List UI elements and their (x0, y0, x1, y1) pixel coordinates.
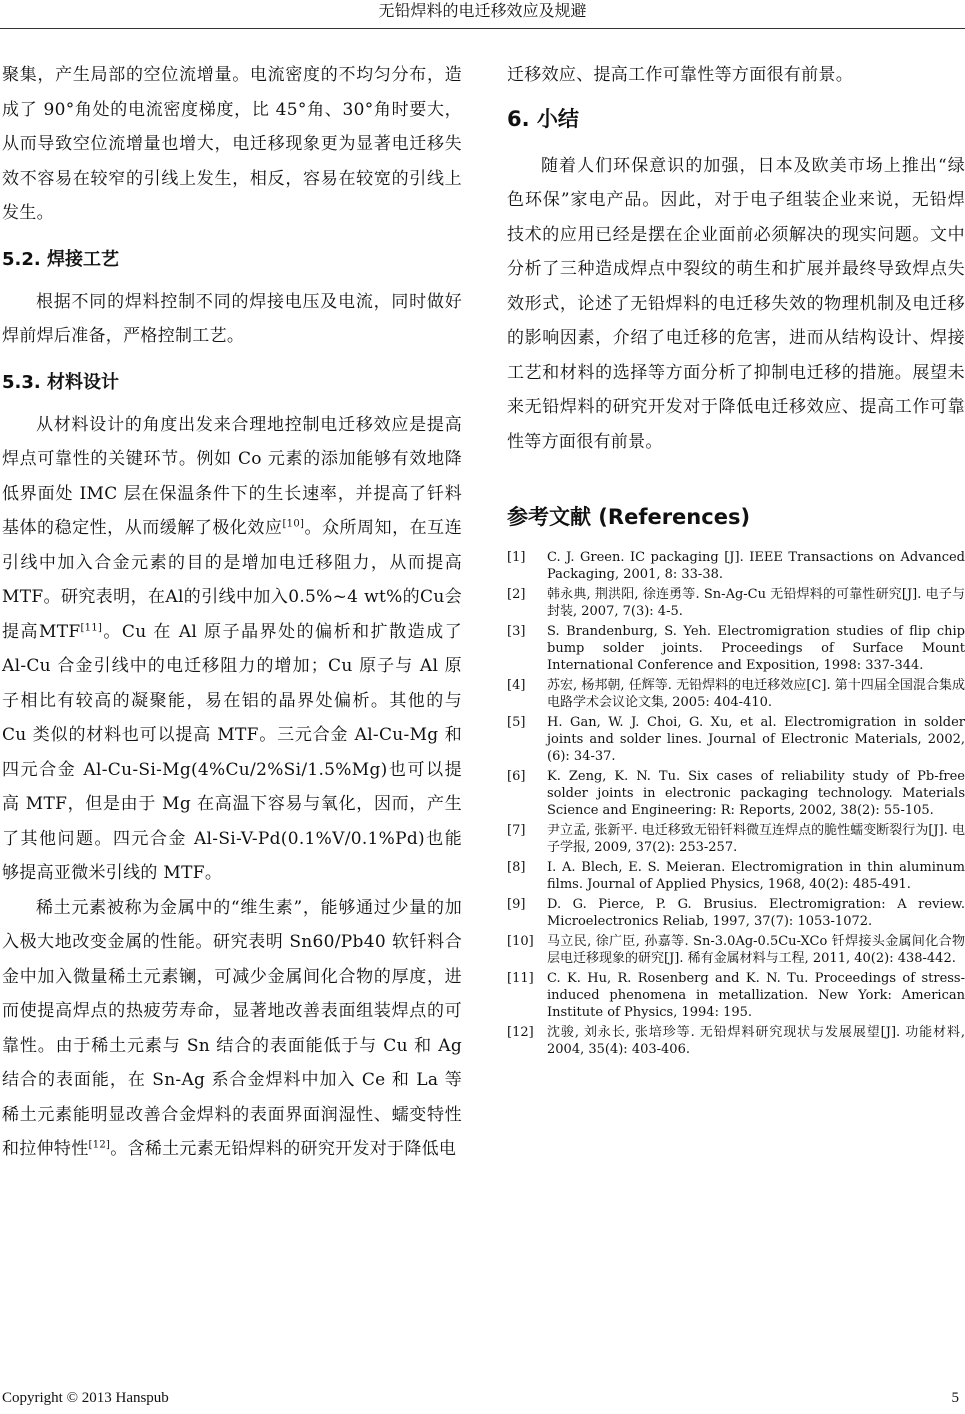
citation-ref-11[interactable]: [11] (80, 621, 103, 633)
paragraph-rare-earth (2, 891, 462, 1167)
section-heading-5-3: 5.3. 材料设计 (2, 371, 119, 393)
reference-text: C. K. Hu, R. Rosenberg and K. N. Tu. Proceedings of stress-induced phenomena in metallization. New York: American Institute of Physics, 1994: 195. (547, 971, 965, 1020)
reference-number: [12] (507, 1025, 534, 1040)
reference-item (507, 896, 965, 930)
reference-item (507, 859, 965, 893)
citation-ref-10[interactable]: [10] (282, 518, 305, 530)
section-heading-5-2: 5.2. 焊接工艺 (2, 248, 119, 270)
reference-text: 沈骏, 刘永长, 张培珍等. 无铅焊料研究现状与发展展望[J]. 功能材料, 2004, 35(4): 403-406. (547, 1025, 965, 1057)
reference-text: 苏宏, 杨邦朝, 任辉等. 无铅焊料的电迁移效应[C]. 第十四届全国混合集成电路学术会议论文集, 2005: 404-410. (547, 678, 965, 710)
reference-item (507, 714, 965, 765)
reference-text: 尹立孟, 张新平. 电迁移致无铅钎料微互连焊点的脆性蠕变断裂行为[J]. 电子学报, 2009, 37(2): 253-257. (547, 823, 965, 855)
reference-item (507, 549, 965, 583)
running-header (0, 0, 965, 30)
left-column (2, 58, 462, 1167)
page-number: 5 (951, 1390, 959, 1406)
reference-item (507, 822, 965, 856)
paragraph-continuation: 迁移效应、提高工作可靠性等方面很有前景。 (507, 65, 853, 85)
copyright-notice: Copyright © 2013 Hanspub (2, 1390, 169, 1406)
reference-number: [6] (507, 769, 526, 784)
paragraph-material-design (2, 408, 462, 891)
reference-text: D. G. Pierce, P. G. Brusius. Electromigration: A review. Microelectronics Reliab, 1997, 37(7): 1053-1072. (547, 897, 965, 929)
reference-number: [10] (507, 934, 534, 949)
reference-text: K. Zeng, K. N. Tu. Six cases of reliability study of Pb-free solder joints in electronic packaging technology. Materials Science and Engineering: R: Reports, 2002, 38(2): 55-105. (547, 769, 965, 818)
paragraph-welding-process: 根据不同的焊料控制不同的焊接电压及电流，同时做好焊前焊后准备，严格控制工艺。 (2, 291, 462, 346)
paragraph-summary: 随着人们环保意识的加强，日本及欧美市场上推出“绿色环保”家电产品。因此，对于电子组装企业来说，无铅焊技术的应用已经是摆在企业面前必须解决的现实问题。文中分析了三种造成焊点中裂纹的萌生和扩展并最终导致焊点失效形式，论述了无铅焊料的电迁移失效的物理机制及电迁移的影响因素，介绍了电迁移的危害，进而从结构设计、焊接工艺和材料的选择等方面分析了抑制电迁移的措施。展望未来无铅焊料的研究开发对于降低电迁移效应、提高工作可靠性等方面很有前景。 (507, 155, 965, 452)
text-run: 从材料设计的角度出发来合理地控制电迁移效应是提高焊点可靠性的关键环节。例如 Co 元素的添加能够有效地降低界面处 IMC 层在保温条件下的生长速率，并提高了钎料基体的稳定性，从而缓解了极化效应 (2, 414, 462, 538)
reference-number: [7] (507, 823, 526, 838)
reference-text: I. A. Blech, E. S. Meieran. Electromigration in thin aluminum films. Journal of Applied Physics, 1968, 40(2): 485-491. (547, 860, 965, 892)
reference-number: [4] (507, 678, 526, 693)
reference-text: S. Brandenburg, S. Yeh. Electromigration studies of flip chip bump solder joints. Proceedings of Surface Mount International Conference and Exposition, 1998: 337-344. (547, 624, 965, 673)
text-run: 稀土元素被称为金属中的“维生素”，能够通过少量的加入极大地改变金属的性能。研究表明 Sn60/Pb40 软钎料合金中加入微量稀土元素镧，可减少金属间化合物的厚度，进而使提高焊点的热疲劳寿命，显著地改善表面组装焊点的可靠性。由于稀土元素与 Sn 结合的表面能低于与 Cu 和 Ag 结合的表面能，在 Sn-Ag 系合金焊料中加入 Ce 和 La 等稀土元素能明显改善合金焊料的表面界面润湿性、蠕变特性和拉伸特性 (2, 897, 462, 1159)
reference-number: [5] (507, 715, 526, 730)
reference-item (507, 970, 965, 1021)
text-run: 。Cu 在 Al 原子晶界处的偏析和扩散造成了 Al-Cu 合金引线中的电迁移阻力的增加；Cu 原子与 Al 原子相比有较高的凝聚能，易在铝的晶界处偏析。其他的与 Cu 类似的材料也可以提高 MTF。三元合金 Al-Cu-Mg 和四元合金 Al-Cu-Si-Mg(4%Cu/2%Si/1.5%Mg)也可以提高 MTF，但是由于 Mg 在高温下容易与氧化，因而，产生了其他问题。四元合金 Al-Si-V-Pd(0.1%V/0.1%Pd)也能够提高亚微米引线的 MTF。 (2, 621, 462, 883)
references-list (507, 549, 965, 1058)
reference-item (507, 933, 965, 967)
section-heading-6-summary: 6. 小结 (507, 106, 579, 131)
reference-item (507, 1024, 965, 1058)
reference-number: [8] (507, 860, 526, 875)
text-run: 。含稀土元素无铅焊料的研究开发对于降低电 (110, 1139, 457, 1159)
reference-number: [3] (507, 624, 526, 639)
citation-ref-12[interactable]: [12] (88, 1139, 111, 1151)
reference-text: 马立民, 徐广臣, 孙嘉等. Sn-3.0Ag-0.5Cu-XCo 钎焊接头金属间化合物层电迁移现象的研究[J]. 稀有金属材料与工程, 2011, 40(2): 438-442. (547, 934, 965, 966)
reference-text: C. J. Green. IC packaging [J]. IEEE Transactions on Advanced Packaging, 2001, 8: 33-38. (547, 550, 965, 582)
references-heading: 参考文献 (References) (507, 505, 751, 529)
reference-text: H. Gan, W. J. Choi, G. Xu, et al. Electromigration in solder joints and solder lines. Journal of Electronic Materials, 2002, (6): 34-37. (547, 715, 965, 764)
reference-item (507, 586, 965, 620)
reference-item (507, 768, 965, 819)
reference-text: 韩永典, 荆洪阳, 徐连勇等. Sn-Ag-Cu 无铅焊料的可靠性研究[J]. 电子与封装, 2007, 7(3): 4-5. (547, 587, 965, 619)
reference-number: [11] (507, 971, 534, 986)
reference-number: [2] (507, 587, 526, 602)
paragraph-current-density: 聚集，产生局部的空位流增量。电流密度的不均匀分布，造成了 90°角处的电流密度梯度，比 45°角、30°角时要大，从而导致空位流增量也增大，电迁移现象更为显著电迁移失效不容易在较窄的引线上发生，相反，容易在较宽的引线上发生。 (2, 65, 462, 223)
reference-item (507, 623, 965, 674)
right-column (507, 58, 965, 1061)
reference-number: [1] (507, 550, 526, 565)
header-divider (0, 28, 965, 29)
text-run: 。众所周知，在互连引线中加入合金元素的目的是增加电迁移阻力，从而提高 MTF。研究表明，在Al的引线中加入0.5%~4 wt%的Cu会提高MTF (2, 518, 462, 642)
running-header-title: 无铅焊料的电迁移效应及规避 (378, 1, 587, 20)
reference-item (507, 677, 965, 711)
reference-number: [9] (507, 897, 526, 912)
